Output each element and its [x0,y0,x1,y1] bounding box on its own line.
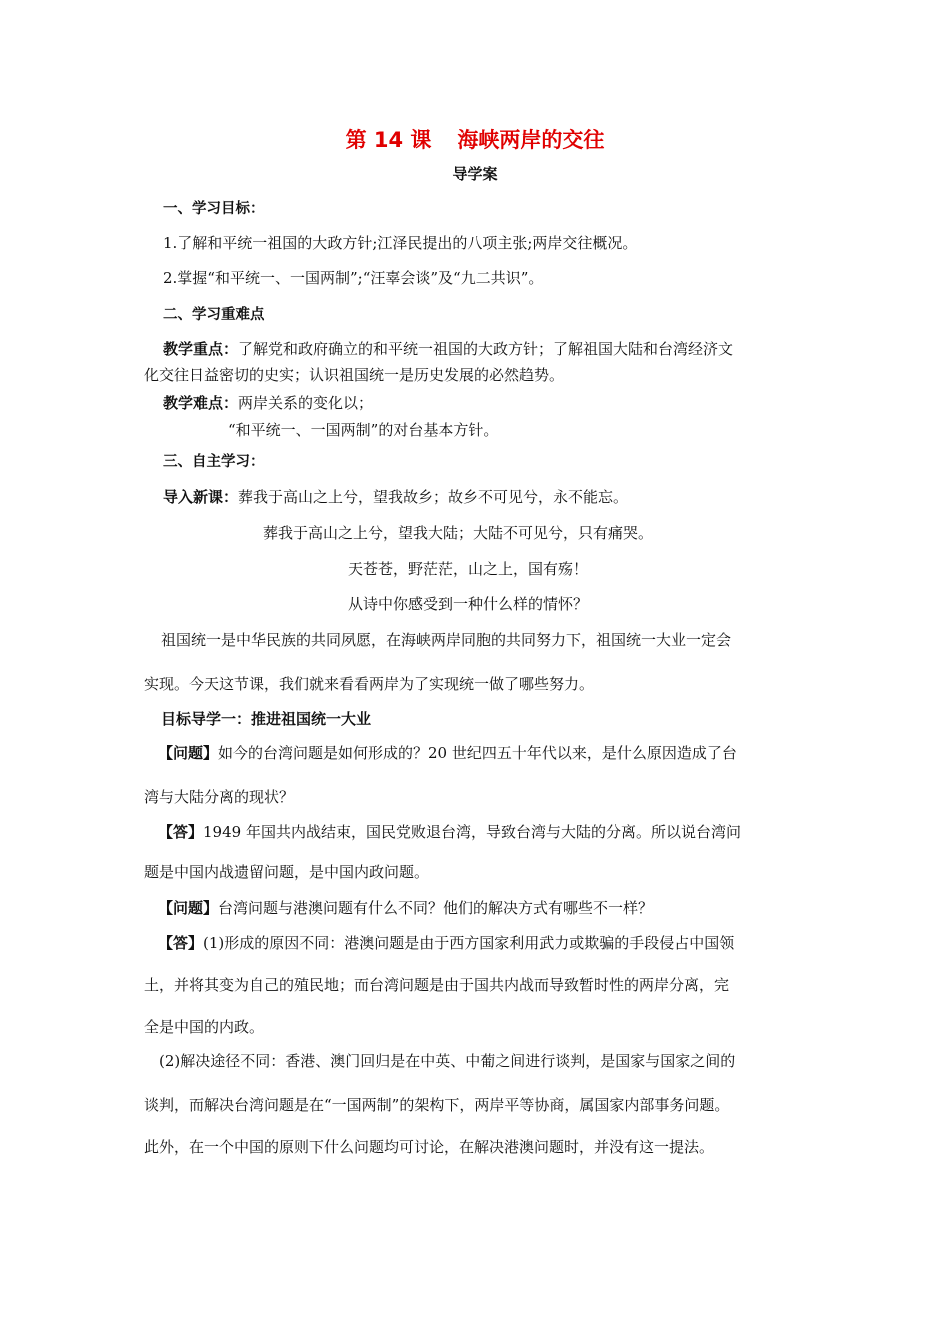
key-point-paragraph [163,339,733,359]
question-text: 如今的台湾问题是如何形成的？20 世纪四五十年代以来，是什么原因造成了台 [218,744,737,762]
key-point-label: 教学重点： [163,340,239,358]
question-text: 台湾问题与港澳问题有什么不同？他们的解决方式有哪些不一样？ [218,899,654,917]
section-heading-self-study: 三、自主学习： [163,454,265,470]
objective-item: 2.掌握“和平统一、一国两制”;“汪辜会谈”及“九二共识”。 [163,269,544,287]
page-title [0,124,950,154]
goal-heading: 目标导学一：推进祖国统一大业 [161,710,372,728]
answer-paragraph [158,822,741,842]
section-heading-objectives: 一、学习目标： [163,201,265,217]
difficulty-text: 两岸关系的变化以； [238,394,374,412]
answer-text: (1)形成的原因不同：港澳问题是由于西方国家利用武力或欺骗的手段侵占中国领 [203,934,735,952]
key-point-text: 了解党和政府确立的和平统一祖国的大政方针；了解祖国大陆和台湾经济文 [238,340,734,358]
poem-line: 葬我于高山之上兮，望我故乡；故乡不可见兮，永不能忘。 [238,488,629,506]
difficulty-paragraph [163,393,373,413]
answer-text-continued: (2)解决途径不同：香港、澳门回归是在中英、中葡之间进行谈判，是国家与国家之间的 [159,1052,736,1070]
lesson-number: 第 14 课 [345,128,432,152]
answer-paragraph [158,933,734,953]
body-paragraph: 祖国统一是中华民族的共同夙愿，在海峡两岸同胞的共同努力下，祖国统一大业一定会 [161,631,732,649]
poem-question: 从诗中你感受到一种什么样的情怀？ [348,595,589,613]
body-paragraph-continued: 实现。今天这节课，我们就来看看两岸为了实现统一做了哪些努力。 [144,675,595,693]
question-label: 【问题】 [158,744,219,762]
key-point-text-continued: 化交往日益密切的史实；认识祖国统一是历史发展的必然趋势。 [144,366,565,384]
page-subtitle: 导学案 [452,165,498,183]
answer-text-continued: 此外，在一个中国的原则下什么问题均可讨论，在解决港澳问题时，并没有这一提法。 [144,1138,715,1156]
section-heading-key-points: 二、学习重难点 [163,307,265,323]
answer-label: 【答】 [158,823,204,841]
objective-item: 1.了解和平统一祖国的大政方针;江泽民提出的八项主张;两岸交往概况。 [163,234,638,252]
answer-text-continued: 土，并将其变为自己的殖民地；而台湾问题是由于国共内战而导致暂时性的两岸分离，完 [144,976,730,994]
intro-paragraph [163,487,628,507]
difficulty-text-continued: “和平统一、一国两制”的对台基本方针。 [228,421,499,439]
answer-text: 1949 年国共内战结束，国民党败退台湾，导致台湾与大陆的分离。所以说台湾问 [203,823,741,841]
intro-label: 导入新课： [163,488,239,506]
answer-label: 【答】 [158,934,204,952]
question-text-continued: 湾与大陆分离的现状？ [144,788,295,806]
answer-text-continued: 全是中国的内政。 [144,1018,265,1036]
question-label: 【问题】 [158,899,219,917]
poem-line: 天苍苍，野茫茫，山之上，国有殇！ [348,560,589,578]
poem-line: 葬我于高山之上兮，望我大陆；大陆不可见兮，只有痛哭。 [263,524,654,542]
difficulty-label: 教学难点： [163,394,239,412]
question-paragraph [158,898,653,918]
question-paragraph [158,743,737,763]
lesson-topic: 海峡两岸的交往 [457,128,605,152]
answer-text-continued: 谈判，而解决台湾问题是在“一国两制”的架构下，两岸平等协商，属国家内部事务问题。 [144,1096,730,1114]
answer-text-continued: 题是中国内战遗留问题，是中国内政问题。 [144,863,430,881]
